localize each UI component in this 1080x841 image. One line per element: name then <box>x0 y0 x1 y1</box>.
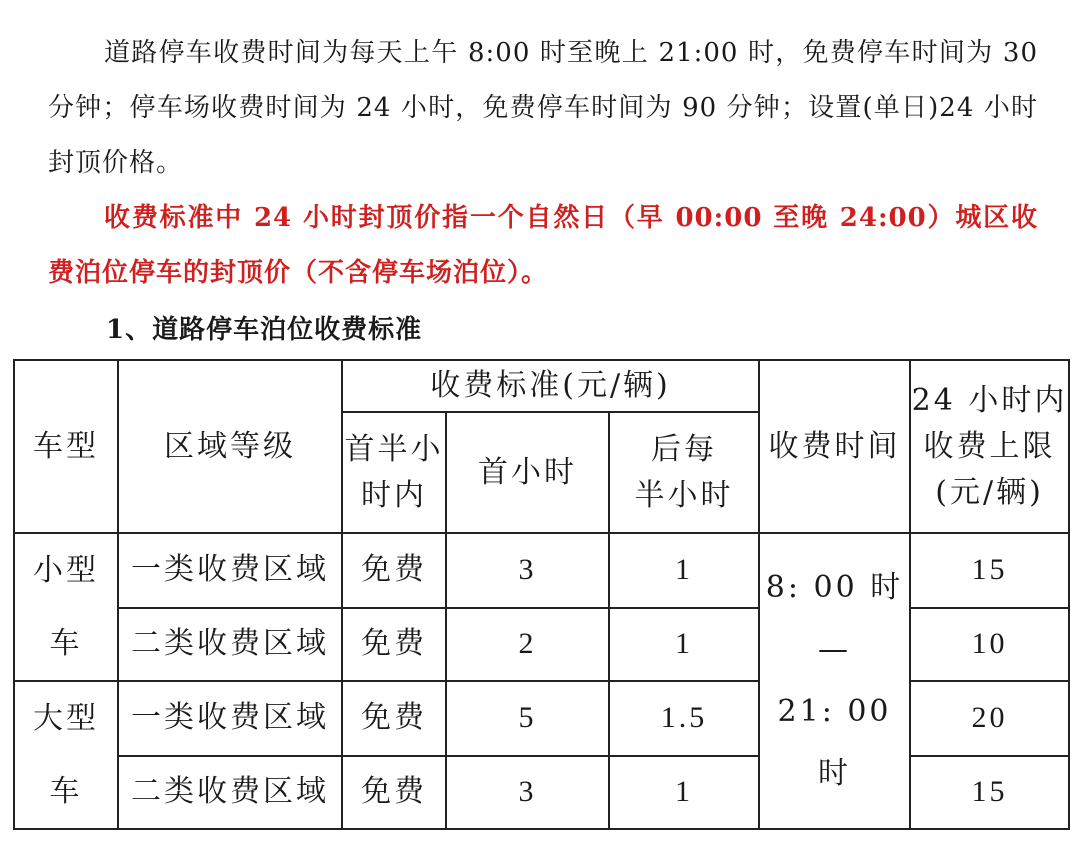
table-row <box>14 756 1069 830</box>
header-cap-line1: 24 小时内 <box>911 382 1068 418</box>
header-charge-time: 收费时间 <box>759 360 910 533</box>
paragraph-cap-price-note: 收费标准中 24 小时封顶价指一个自然日（早 00:00 至晚 24:00）城区收费泊位停车的封顶价（不含停车场泊位）。 <box>48 203 1038 288</box>
first-half-cell: 免费 <box>342 681 446 756</box>
zone-cell: 一类收费区域 <box>118 681 342 756</box>
table-row <box>14 681 1069 756</box>
vehicle-large-line1: 大型 <box>33 701 99 736</box>
each-half-cell: 1.5 <box>609 681 759 756</box>
header-first-half-line2: 时内 <box>361 477 427 513</box>
first-half-cell: 免费 <box>342 533 446 608</box>
header-fee-standard: 收费标准(元/辆) <box>342 360 759 412</box>
vehicle-small-line1: 小型 <box>33 553 99 588</box>
header-first-half-hour <box>342 412 446 533</box>
section-heading: 1、道路停车泊位收费标准 <box>106 315 423 345</box>
vehicle-type-small <box>14 533 118 681</box>
zone-cell: 二类收费区域 <box>118 608 342 682</box>
table-row <box>14 608 1069 682</box>
header-each-half-line2: 半小时 <box>634 477 734 513</box>
cap-cell: 15 <box>910 756 1069 830</box>
vehicle-type-large <box>14 681 118 829</box>
charge-time-line1: 8: 00 时— <box>765 570 904 667</box>
first-half-cell: 免费 <box>342 756 446 830</box>
header-24h-cap <box>910 360 1069 533</box>
header-cap-line2: 收费上限 <box>923 428 1056 464</box>
zone-cell: 一类收费区域 <box>118 533 342 608</box>
header-vehicle-type: 车型 <box>14 360 118 533</box>
first-hour-cell: 5 <box>446 681 609 756</box>
paragraph-charging-hours: 道路停车收费时间为每天上午 8:00 时至晚上 21:00 时，免费停车时间为 30 分钟；停车场收费时间为 24 小时，免费停车时间为 90 分钟；设置(单日)24 小时封顶价格。 <box>48 38 1038 178</box>
cap-cell: 15 <box>910 533 1069 608</box>
each-half-cell: 1 <box>609 608 759 682</box>
header-cap-line3: (元/辆) <box>935 474 1044 510</box>
cap-cell: 10 <box>910 608 1069 682</box>
first-hour-cell: 3 <box>446 756 609 830</box>
header-first-hour: 首小时 <box>446 412 609 533</box>
each-half-cell: 1 <box>609 756 759 830</box>
first-half-cell: 免费 <box>342 608 446 682</box>
header-each-half-line1: 后每 <box>651 431 718 467</box>
each-half-cell: 1 <box>609 533 759 608</box>
parking-fee-table <box>13 359 1070 830</box>
table-row <box>14 533 1069 608</box>
zone-cell: 二类收费区域 <box>118 756 342 830</box>
first-hour-cell: 2 <box>446 608 609 682</box>
charge-time-cell <box>759 533 910 829</box>
header-each-half-hour <box>609 412 759 533</box>
cap-cell: 20 <box>910 681 1069 756</box>
header-zone-level: 区域等级 <box>118 360 342 533</box>
header-first-half-line1: 首半小 <box>344 431 444 467</box>
first-hour-cell: 3 <box>446 533 609 608</box>
vehicle-small-line2: 车 <box>49 626 83 661</box>
vehicle-large-line2: 车 <box>49 774 83 809</box>
charge-time-line2: 21: 00 时 <box>777 694 892 791</box>
